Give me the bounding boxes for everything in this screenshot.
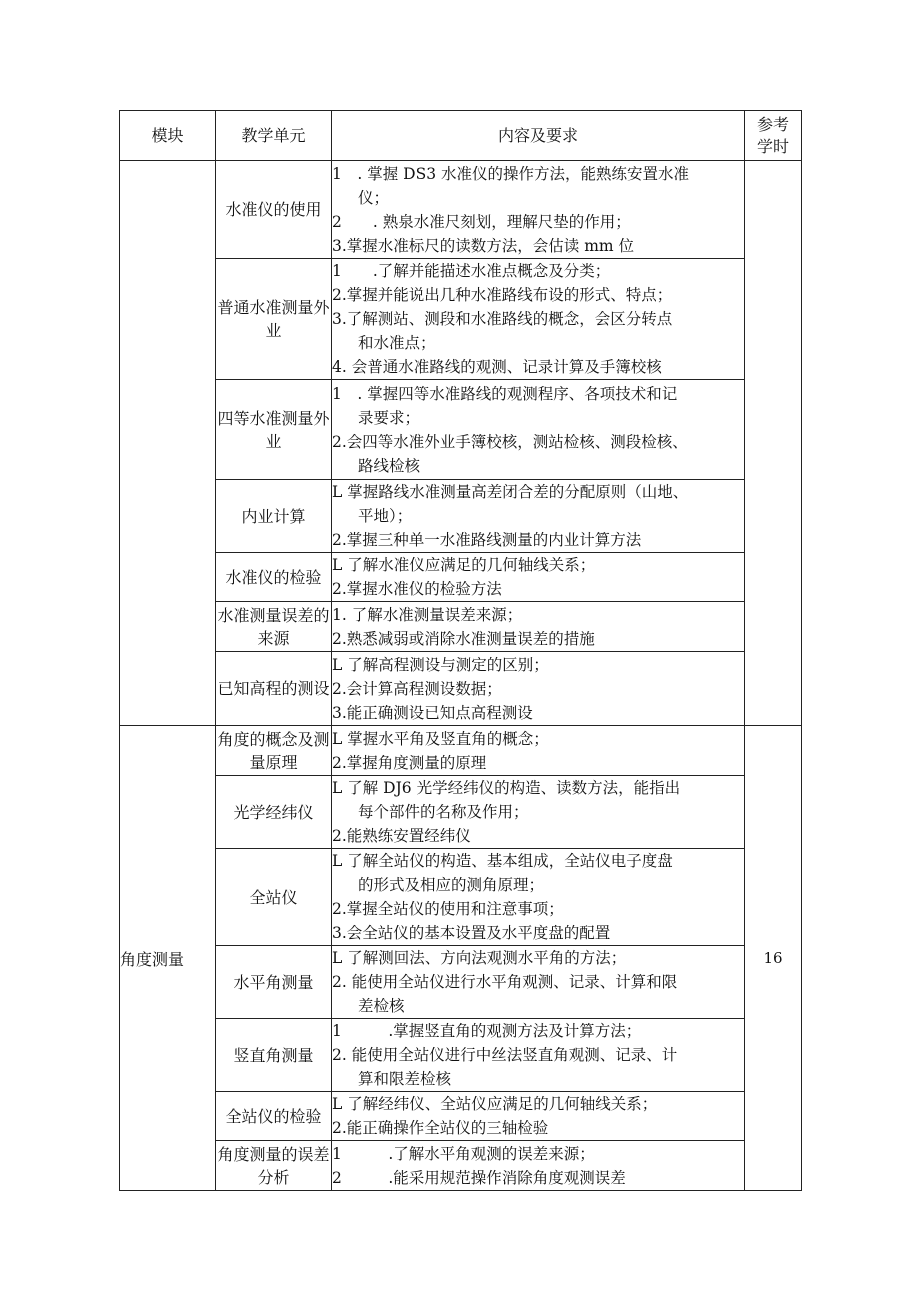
content-line: 仪； — [358, 188, 390, 207]
table-row — [120, 602, 802, 652]
content-line: 2.掌握全站仪的使用和注意事项； — [332, 900, 564, 918]
header-hours — [745, 111, 802, 161]
unit-cell: 内业计算 — [216, 480, 332, 553]
unit-cell: 角度的概念及测量原理 — [216, 726, 332, 776]
content-cell — [332, 480, 745, 553]
header-content: 内容及要求 — [332, 111, 745, 161]
table-row — [120, 1019, 802, 1092]
content-line: 2.掌握角度测量的原理 — [332, 753, 487, 772]
content-line: 平地）； — [358, 507, 413, 525]
table-row — [120, 1141, 802, 1191]
content-line: 1 .了解并能描述水准点概念及分类； — [332, 262, 611, 280]
unit-cell: 水准仪的检验 — [216, 553, 332, 602]
unit-cell: 水准测量误差的来源 — [216, 602, 332, 652]
table-row — [120, 652, 802, 726]
unit-cell: 角度测量的误差分析 — [216, 1141, 332, 1191]
unit-cell: 水准仪的使用 — [216, 161, 332, 259]
content-line: 2. 能使用全站仪进行水平角观测、记录、计算和限 — [332, 973, 678, 991]
content-cell — [332, 726, 745, 776]
unit-cell: 竖直角测量 — [216, 1019, 332, 1092]
module-cell — [120, 161, 216, 726]
content-line: 3.了解测站、测段和水准路线的概念，会区分转点 — [332, 310, 673, 328]
content-line: 和水准点； — [358, 334, 436, 352]
content-line: 路线检核 — [358, 456, 421, 475]
content-line: L 了解全站仪的构造、基本组成，全站仪电子度盘 — [332, 852, 673, 870]
content-line: 1 . 掌握 DS3 水准仪的操作方法，能熟练安置水准 — [332, 164, 689, 183]
content-line: L 了解经纬仪、全站仪应满足的几何轴线关系； — [332, 1095, 658, 1113]
hours-cell — [745, 161, 802, 726]
content-line: L 掌握路线水准测量高差闭合差的分配原则（山地、 — [332, 483, 689, 501]
content-cell — [332, 1141, 745, 1191]
content-line: 算和限差检核 — [358, 1070, 452, 1088]
content-line: 1 . 掌握四等水准路线的观测程序、各项技术和记 — [332, 384, 678, 403]
content-line: 每个部件的名称及作用； — [358, 803, 529, 821]
table-row — [120, 161, 802, 259]
table-row — [120, 380, 802, 480]
header-unit: 教学单元 — [216, 111, 332, 161]
syllabus-table — [119, 110, 802, 1191]
content-line: 差检核 — [358, 997, 405, 1015]
table-row — [120, 726, 802, 776]
table-body — [120, 161, 802, 1191]
content-line: 2 . 熟泉水准尺刻划，理解尺垫的作用； — [332, 212, 631, 231]
content-line: 2.掌握水准仪的检验方法 — [332, 580, 502, 598]
content-line: 2.会计算高程测设数据； — [332, 679, 502, 698]
header-module: 模块 — [120, 111, 216, 161]
content-cell — [332, 259, 745, 380]
content-line: 3.掌握水准标尺的读数方法，会估读 mm 位 — [332, 236, 635, 255]
table-row — [120, 1092, 802, 1141]
content-line: L 了解高程测设与测定的区别； — [332, 655, 549, 674]
content-line: 2.能正确操作全站仪的三轴检验 — [332, 1119, 549, 1137]
table-row — [120, 849, 802, 946]
table-row — [120, 480, 802, 553]
content-cell — [332, 1019, 745, 1092]
content-line: 1. 了解水准测量误差来源； — [332, 605, 523, 624]
content-line: L 了解水准仪应满足的几何轴线关系； — [332, 556, 596, 574]
unit-cell: 已知高程的测设 — [216, 652, 332, 726]
content-line: 1 .了解水平角观测的误差来源； — [332, 1144, 595, 1163]
content-line: 2.会四等水准外业手簿校核，测站检核、测段检核、 — [332, 432, 688, 451]
header-row — [120, 111, 802, 161]
content-line: 3.能正确测设已知点高程测设 — [332, 703, 533, 722]
unit-cell: 全站仪的检验 — [216, 1092, 332, 1141]
content-line: L 掌握水平角及竖直角的概念； — [332, 729, 549, 748]
content-line: 2. 能使用全站仪进行中丝法竖直角观测、记录、计 — [332, 1046, 678, 1064]
content-cell — [332, 776, 745, 849]
unit-cell: 水平角测量 — [216, 946, 332, 1019]
table-row — [120, 946, 802, 1019]
content-cell — [332, 161, 745, 259]
unit-cell: 普通水准测量外业 — [216, 259, 332, 380]
content-line: 2.能熟练安置经纬仪 — [332, 827, 471, 845]
content-cell — [332, 1092, 745, 1141]
content-line: 2 .能采用规范操作消除角度观测误差 — [332, 1168, 626, 1187]
table-row — [120, 776, 802, 849]
content-line: 的形式及相应的测角原理； — [358, 876, 545, 894]
table-row — [120, 553, 802, 602]
hours-cell: 16 — [745, 726, 802, 1191]
content-line: 2.掌握并能说出几种水准路线布设的形式、特点； — [332, 286, 673, 304]
content-line: 3.会全站仪的基本设置及水平度盘的配置 — [332, 924, 611, 942]
content-line: L 了解 DJ6 光学经纬仪的构造、读数方法，能指出 — [332, 779, 681, 797]
content-cell — [332, 602, 745, 652]
content-cell — [332, 553, 745, 602]
unit-cell: 全站仪 — [216, 849, 332, 946]
content-line: 1 .掌握竖直角的观测方法及计算方法； — [332, 1022, 642, 1040]
content-line: 录要求； — [358, 408, 421, 427]
content-line: 4. 会普通水准路线的观测、记录计算及手簿校核 — [332, 358, 662, 376]
content-cell — [332, 849, 745, 946]
content-line: 2.熟悉减弱或消除水准测量误差的措施 — [332, 629, 595, 648]
content-cell — [332, 652, 745, 726]
unit-cell: 光学经纬仪 — [216, 776, 332, 849]
header-hours-label: 参考学时 — [756, 114, 789, 156]
unit-cell: 四等水准测量外业 — [216, 380, 332, 480]
table-row — [120, 259, 802, 380]
content-line: L 了解测回法、方向法观测水平角的方法； — [332, 949, 627, 967]
content-cell — [332, 380, 745, 480]
content-line: 2.掌握三种单一水准路线测量的内业计算方法 — [332, 531, 642, 549]
module-cell: 角度测量 — [120, 726, 216, 1191]
content-cell — [332, 946, 745, 1019]
